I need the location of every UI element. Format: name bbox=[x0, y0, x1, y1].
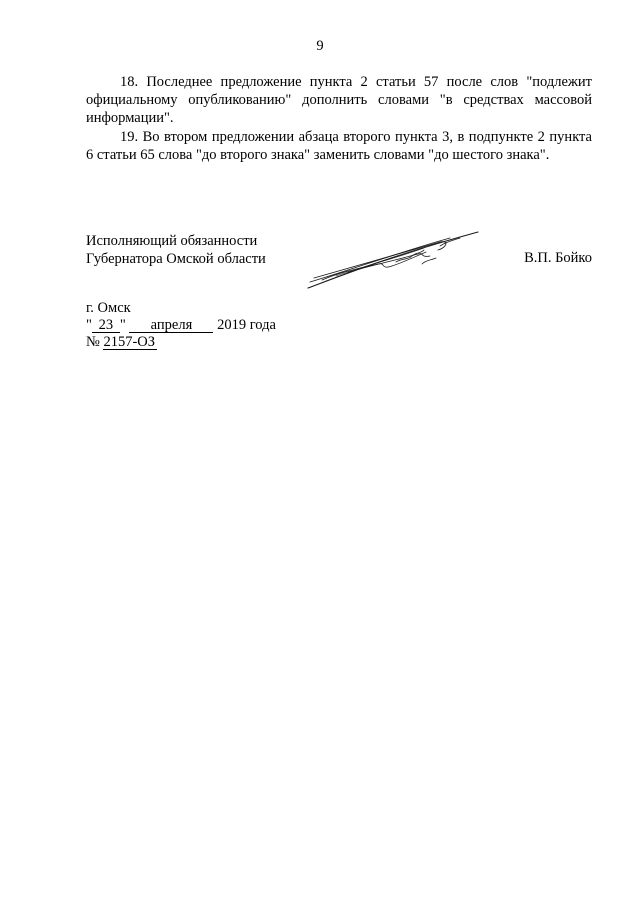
date-close-quote: " bbox=[119, 317, 126, 333]
date-open-quote: " bbox=[86, 317, 92, 333]
signer-name: В.П. Бойко bbox=[524, 250, 592, 266]
number-line bbox=[86, 334, 276, 351]
signer-title bbox=[86, 232, 266, 269]
place: г. Омск bbox=[86, 300, 131, 316]
date-day: 23 bbox=[92, 318, 120, 333]
paragraph-19: 19. Во втором предложении абзаца второго пункта 3, в подпункте 2 пункта 6 статьи 65 слова "до второго знака" заменить словами "до шестого знака". bbox=[86, 128, 592, 163]
place-date-block bbox=[86, 300, 276, 351]
document-number: 2157-ОЗ bbox=[103, 334, 156, 350]
signer-title-line1: Исполняющий обязанности bbox=[86, 233, 258, 249]
date-line bbox=[86, 317, 276, 334]
date-month: апреля bbox=[129, 318, 213, 333]
document-body bbox=[86, 73, 592, 164]
handwritten-signature bbox=[300, 222, 490, 302]
date-year: 2019 года bbox=[217, 317, 276, 333]
signer-title-line2: Губернатора Омской области bbox=[86, 251, 266, 268]
paragraph-18: 18. Последнее предложение пункта 2 статьи 57 после слов "подлежит официальному опубликованию" дополнить словами "в средствах массовой информации". bbox=[86, 74, 592, 127]
number-sign: № bbox=[86, 334, 100, 350]
page-number: 9 bbox=[316, 38, 324, 54]
